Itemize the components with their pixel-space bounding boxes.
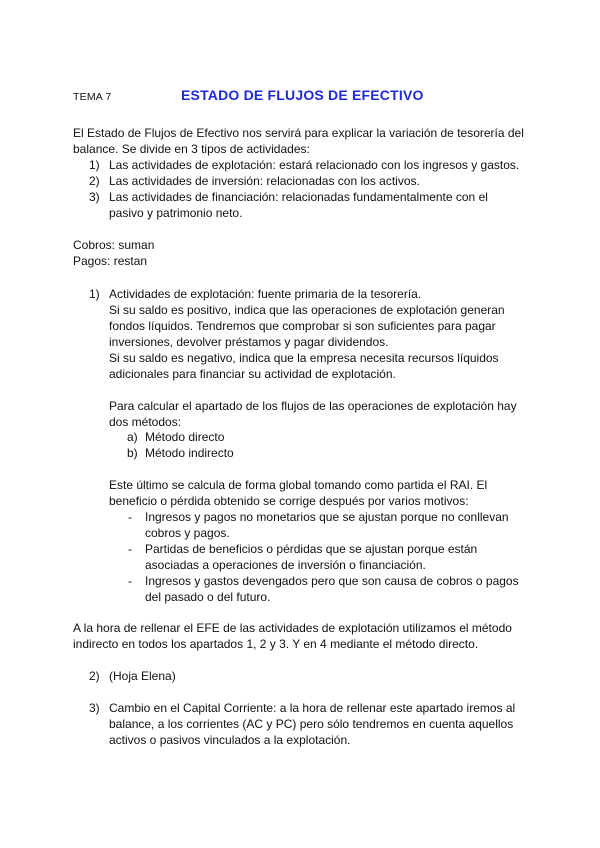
reason-item-continuation: asociadas a operaciones de inversión o financiación. [145,558,426,572]
section-body [109,286,505,382]
section-number: 1) [89,287,100,301]
paragraph-line: Este último se calcula de forma global tomando como partida el RAI. El [109,478,488,492]
list-item-continuation: pasivo y patrimonio neto. [109,206,243,220]
reason-item-continuation: del pasado o del futuro. [145,590,271,604]
list-number: 2) [89,174,100,188]
section-line: fondos líquidos. Tendremos que comprobar si son suficientes para pagar [109,319,496,333]
method-letter: a) [127,430,138,444]
intro-line: balance. Se divide en 3 tipos de actividades: [73,142,310,156]
cobros-text: Cobros: suman [73,238,155,252]
section-line: balance, a los corrientes (AC y PC) pero sólo tendremos en cuenta aquellos [109,717,514,731]
bullet-dash: - [128,542,132,556]
paragraph-line: Para calcular el apartado de los flujos de las operaciones de explotación hay [109,399,517,413]
reason-item: Partidas de beneficios o pérdidas que se ajustan porque están [145,542,478,556]
method-item: Método directo [145,430,225,444]
topic-number: TEMA 7 [73,91,112,103]
section-number: 2) [89,669,100,683]
section-capital-corriente [109,700,515,748]
reason-item: Ingresos y gastos devengados pero que son causa de cobros o pagos [145,574,519,588]
indirect-method-paragraph [109,477,487,509]
section-line: activos o pasivos vinculados a la explotación. [109,733,351,747]
list-item: Las actividades de inversión: relacionadas con los activos. [109,174,420,188]
intro-paragraph [73,125,524,157]
pagos-text: Pagos: restan [73,254,148,268]
document-title: ESTADO DE FLUJOS DE EFECTIVO [181,87,424,103]
section-line: inversiones, devolver préstamos y pagar dividendos. [109,335,389,349]
section-line: Cambio en el Capital Corriente: a la hora de rellenar este apartado iremos al [109,701,516,715]
section-line: Actividades de explotación: fuente primaria de la tesorería. [109,287,422,301]
paragraph-line: beneficio o pérdida obtenido se corrige después por varios motivos: [109,494,469,508]
paragraph-line: A la hora de rellenar el EFE de las actividades de explotación utilizamos el método [73,621,512,635]
list-item: Las actividades de explotación: estará relacionado con los ingresos y gastos. [109,158,520,172]
reason-item-continuation: cobros y pagos. [145,526,230,540]
section-line: Si su saldo es negativo, indica que la empresa necesita recursos líquidos [109,351,499,365]
section-line: adicionales para financiar su actividad de explotación. [109,367,396,381]
methods-paragraph [109,398,517,430]
section-hoja-elena: (Hoja Elena) [109,669,176,683]
section-number: 3) [89,701,100,715]
paragraph-line: indirecto en todos los apartados 1, 2 y 3. Y en 4 mediante el método directo. [73,637,479,651]
bullet-dash: - [128,574,132,588]
list-item: Las actividades de financiación: relacionadas fundamentalmente con el [109,190,488,204]
efe-note-paragraph [73,620,512,652]
reason-item: Ingresos y pagos no monetarios que se ajustan porque no conllevan [145,510,509,524]
method-letter: b) [127,446,138,460]
bullet-dash: - [128,510,132,524]
paragraph-line: dos métodos: [109,415,182,429]
list-number: 3) [89,190,100,204]
list-number: 1) [89,158,100,172]
intro-line: El Estado de Flujos de Efectivo nos servirá para explicar la variación de tesorería del [73,126,524,140]
method-item: Método indirecto [145,446,234,460]
section-line: Si su saldo es positivo, indica que las operaciones de explotación generan [109,303,505,317]
